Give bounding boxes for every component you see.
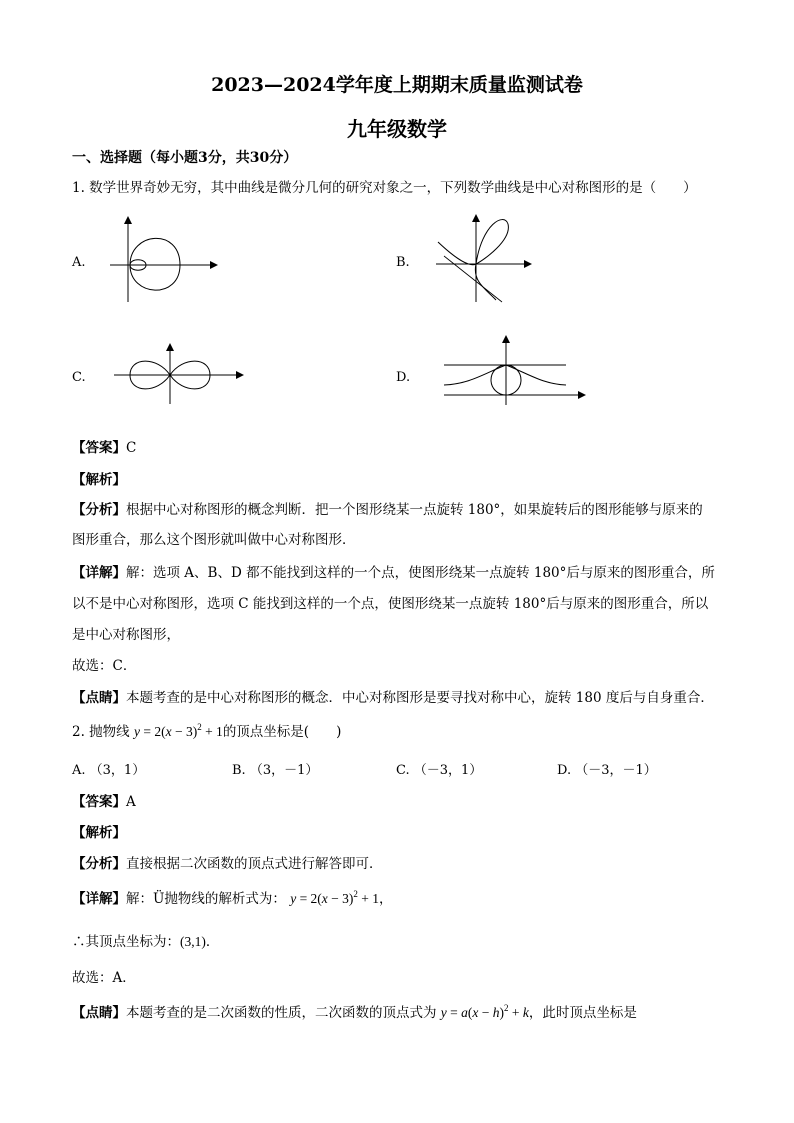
q2-stem-prefix: 2. 抛物线 bbox=[72, 724, 130, 740]
figure-c bbox=[112, 342, 247, 407]
q2-option-b: B. （3，－1） bbox=[232, 763, 319, 778]
q2-fenxi bbox=[72, 852, 383, 872]
xiangjie-end: ， bbox=[379, 891, 393, 907]
q1-xiangjie-line2: 以不是中心对称图形，选项 C 能找到这样的一个点，使图形绕某一点旋转 180°后与原来的图形重合，所以 bbox=[72, 596, 709, 612]
q1-xiangjie-line1 bbox=[72, 561, 715, 581]
q1-stem: 1. 数学世界奇妙无穷，其中曲线是微分几何的研究对象之一，下列数学曲线是中心对称图形的是（ ） bbox=[72, 180, 697, 196]
vertex-text: 其顶点坐标为： bbox=[85, 934, 180, 950]
q1-fenxi-line1 bbox=[72, 498, 703, 518]
q2-stem-suffix: 的顶点坐标是( ) bbox=[222, 724, 342, 740]
figure-a bbox=[108, 212, 223, 304]
q1-xiangjie-line3: 是中心对称图形， bbox=[72, 627, 180, 643]
because-symbol: Ü bbox=[153, 891, 165, 907]
q1-option-b-label: B. bbox=[396, 255, 410, 270]
dianjing-text: 本题考查的是二次函数的性质，二次函数的顶点式为 bbox=[126, 1005, 437, 1021]
vertex-value: (3,1) bbox=[180, 934, 206, 949]
vertex-end: ． bbox=[205, 934, 220, 950]
figure-b bbox=[432, 212, 537, 307]
q1-guxuan: 故选：C． bbox=[72, 658, 137, 674]
xiangjie-text: 解：选项 A、B、D 都不能找到这样的一个点，使图形绕某一点旋转 180°后与原来的图形重合，所 bbox=[126, 565, 715, 581]
fenxi-tag: 【分析】 bbox=[72, 502, 126, 518]
fenxi-text: 直接根据二次函数的顶点式进行解答即可． bbox=[126, 856, 383, 872]
parabola-formula: $y = 2(x - 3)^2 + 1$ bbox=[290, 889, 380, 906]
xiangjie-tag: 【详解】 bbox=[72, 565, 126, 581]
q2-stem bbox=[72, 720, 341, 740]
dianjing-tag: 【点睛】 bbox=[72, 1005, 126, 1021]
therefore-symbol: ∴ bbox=[72, 934, 86, 950]
xiangjie-tag: 【详解】 bbox=[72, 891, 126, 907]
fenxi-tag: 【分析】 bbox=[72, 856, 126, 872]
xiangjie-mid: 抛物线的解析式为： bbox=[164, 891, 286, 907]
q1-option-d-label: D. bbox=[396, 370, 411, 385]
section-heading: 一、选择题（每小题3分，共30分） bbox=[72, 150, 298, 166]
q1-option-c-label: C. bbox=[72, 370, 86, 385]
vertex-form-formula: $y = a(x - h)^2 + k$ bbox=[440, 1003, 529, 1020]
answer-tag: 【答案】 bbox=[72, 794, 126, 810]
dianjing-tag: 【点睛】 bbox=[72, 690, 126, 706]
q2-answer bbox=[72, 790, 136, 810]
exam-title: 2023—2024学年度上期期末质量监测试卷 bbox=[211, 74, 583, 96]
fenxi-text: 根据中心对称图形的概念判断．把一个图形绕某一点旋转 180°，如果旋转后的图形能够与原来的 bbox=[126, 502, 703, 518]
figure-d bbox=[440, 335, 590, 407]
q1-fenxi-line2: 图形重合，那么这个图形就叫做中心对称图形． bbox=[72, 532, 356, 548]
xiangjie-prefix: 解： bbox=[126, 891, 153, 907]
q2-guxuan: 故选：A． bbox=[72, 970, 136, 986]
q2-xiangjie bbox=[72, 887, 393, 907]
q2-jiexi: 【解析】 bbox=[72, 825, 126, 841]
answer-value: A bbox=[126, 794, 136, 810]
answer-value: C bbox=[126, 440, 137, 456]
q2-vertex-line bbox=[72, 930, 219, 950]
q2-option-a: A. （3，1） bbox=[72, 763, 146, 778]
q1-dianjing bbox=[72, 686, 714, 706]
q1-answer bbox=[72, 436, 136, 456]
q2-option-c: C. （－3，1） bbox=[396, 763, 483, 778]
answer-tag: 【答案】 bbox=[72, 440, 126, 456]
q2-dianjing bbox=[72, 1001, 637, 1021]
parabola-formula: $y = 2(x - 3)^2 + 1$ bbox=[133, 722, 223, 739]
q1-jiexi: 【解析】 bbox=[72, 472, 126, 488]
q1-option-a-label: A. bbox=[72, 255, 86, 270]
dianjing-end: ，此时顶点坐标是 bbox=[528, 1005, 637, 1021]
exam-subtitle: 九年级数学 bbox=[347, 117, 447, 141]
q2-option-d: D. （－3，－1） bbox=[557, 763, 657, 778]
dianjing-text: 本题考查的是中心对称图形的概念．中心对称图形是要寻找对称中心，旋转 180 度后与自身重合． bbox=[126, 690, 714, 706]
